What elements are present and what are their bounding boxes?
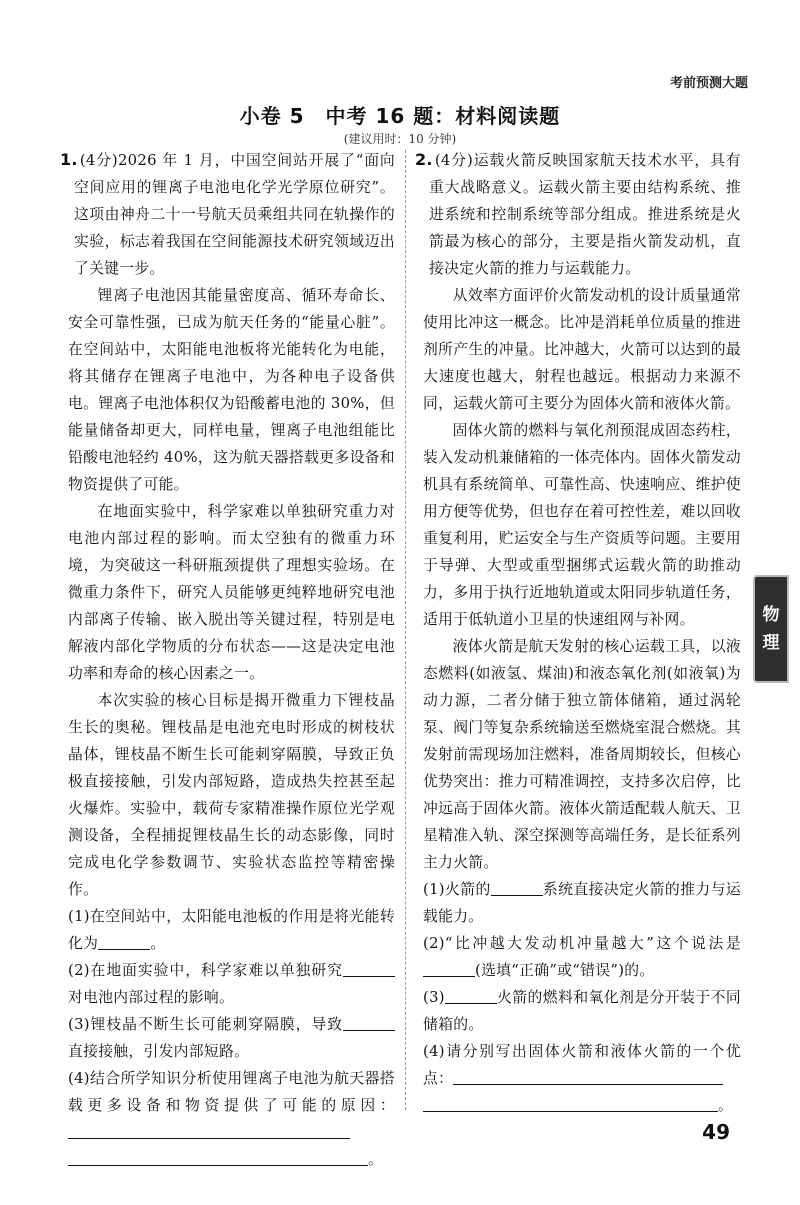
- suggested-time: (建议用时：10 分钟): [343, 132, 457, 146]
- q2-sub-1-end: 系统直接决定火箭的推力与运载能力。: [423, 881, 741, 925]
- q1-answer-blank-3[interactable]: [343, 1015, 395, 1031]
- subject-tab-char-1: 物: [762, 605, 780, 625]
- q1-sub-1-text: (1)在空间站中，太阳能电池板的作用是将光能转化为: [68, 908, 395, 952]
- q1-sub-4-text: (4)结合所学知识分析使用锂离子电池为航天器搭载更多设备和物资提供了可能的原因：: [68, 1070, 395, 1114]
- q2-sub-3-end: 火箭的燃料和氧化剂是分开装于不同储箱的。: [423, 989, 741, 1033]
- q2-sub-1: [423, 876, 741, 930]
- q1-sub-4-line2: [68, 1146, 395, 1173]
- q2-number: 2.: [415, 150, 433, 169]
- q2-sub-3: [423, 984, 741, 1038]
- question-2: [415, 146, 741, 1119]
- q1-answer-line-4b[interactable]: [68, 1150, 368, 1166]
- q1-sub-1-end: 。: [150, 935, 166, 952]
- q1-answer-blank-1[interactable]: [98, 934, 150, 950]
- q2-paragraph-2: 从效率方面评价火箭发动机的设计质量通常使用比冲这一概念。比冲是消耗单位质量的推进剂所产生的冲量。比冲越大，火箭可以达到的最大速度也越大，射程也越远。根据动力来源不同，运载火箭可主要分为固体火箭和液体火箭。: [423, 287, 741, 412]
- q1-sub-4: [68, 1065, 395, 1146]
- q1-paragraph-3: 在地面实验中，科学家难以单独研究重力对电池内部过程的影响。而太空独有的微重力环境，为突破这一科研瓶颈提供了理想实验场。在微重力条件下，研究人员能够更纯粹地研究电池内部离子传输、嵌入脱出等关键过程，特别是电解液内部化学物质的分布状态——这是决定电池功率和寿命的核心因素之一。: [68, 503, 395, 682]
- q2-sub-4-end: 。: [718, 1097, 734, 1114]
- q1-sub-2-end: 对电池内部过程的影响。: [68, 989, 235, 1006]
- q2-sub-1-text: (1)火箭的: [423, 881, 491, 898]
- subject-tab-char-2: 理: [762, 633, 780, 653]
- q1-number: 1.: [60, 150, 78, 169]
- q2-answer-line-4a[interactable]: [453, 1069, 723, 1085]
- subject-tab-physics: [753, 575, 789, 683]
- q1-sub-4-end: 。: [368, 1151, 384, 1168]
- q1-sub-2-text: (2)在地面实验中，科学家难以单独研究: [68, 962, 343, 979]
- q1-sub-3-end: 直接接触，引发内部短路。: [68, 1043, 250, 1060]
- section-tag: 考前预测大题: [669, 76, 748, 91]
- page-title: 小卷 5 中考 16 题：材料阅读题: [239, 104, 561, 128]
- q2-answer-blank-3[interactable]: [445, 988, 497, 1004]
- q2-answer-blank-2[interactable]: [423, 961, 475, 977]
- q1-sub-3: [68, 1011, 395, 1065]
- q2-paragraph-3: 固体火箭的燃料与氧化剂预混成固态药柱，装入发动机兼储箱的一体壳体内。固体火箭发动机具有系统简单、可靠性高、快速响应、维护使用方便等优势，但也存在着可控性差，难以回收重复利用，贮运安全与生产资质等问题。主要用于导弹、大型或重型捆绑式运载火箭的助推动力，多用于执行近地轨道或太阳同步轨道任务，适用于低轨道小卫星的快速组网与补网。: [423, 422, 741, 628]
- q2-paragraph-4: 液体火箭是航天发射的核心运载工具，以液态燃料(如液氢、煤油)和液态氧化剂(如液氧)为动力源，二者分储于独立箭体储箱，通过涡轮泵、阀门等复杂系统输送至燃烧室混合燃烧。其发射前需现场加注燃料，准备周期较长，但核心优势突出：推力可精准调控，支持多次启停，比冲远高于固体火箭。液体火箭适配载人航天、卫星精准入轨、深空探测等高端任务，是长征系列主力火箭。: [423, 638, 741, 871]
- q1-intro: [60, 146, 395, 282]
- page-number: 49: [702, 1120, 730, 1144]
- q2-sub-4-line2: [423, 1092, 741, 1119]
- q1-sub-1: [68, 903, 395, 957]
- q1-sub-3-text: (3)锂枝晶不断生长可能刺穿隔膜，导致: [68, 1016, 343, 1033]
- q2-sub-4: [423, 1038, 741, 1092]
- q1-paragraph-1: (4分)2026 年 1 月，中国空间站开展了“面向空间应用的锂离子电池电化学光学原位研究”。这项由神舟二十一号航天员乘组共同在轨操作的实验，标志着我国在空间能源技术研究领域迈出了关键一步。: [74, 152, 395, 277]
- q2-sub-2-text: (2)“比冲越大发动机冲量越大”这个说法是: [423, 935, 741, 952]
- q2-sub-3-text: (3): [423, 989, 445, 1006]
- q2-sub-2: [423, 930, 741, 984]
- q1-answer-line-4a[interactable]: [68, 1123, 350, 1139]
- q1-sub-2: [68, 957, 395, 1011]
- q2-answer-blank-1[interactable]: [491, 880, 543, 896]
- question-1: [60, 146, 395, 1173]
- q2-intro: [415, 146, 741, 282]
- column-divider: [405, 150, 406, 1110]
- q2-answer-line-4b[interactable]: [423, 1096, 718, 1112]
- q1-paragraph-2: 锂离子电池因其能量密度高、循环寿命长、安全可靠性强，已成为航天任务的“能量心脏”。在空间站中，太阳能电池板将光能转化为电能，将其储存在锂离子电池中，为各种电子设备供电。锂离子电池体积仅为铅酸蓄电池的 30%，但能量储备却更大，同样电量，锂离子电池组能比铅酸电池轻约 40%，这为航天器搭载更多设备和物资提供了可能。: [68, 287, 395, 493]
- q1-paragraph-4: 本次实验的核心目标是揭开微重力下锂枝晶生长的奥秘。锂枝晶是电池充电时形成的树枝状晶体，锂枝晶不断生长可能刺穿隔膜，导致正负极直接接触，引发内部短路，造成热失控甚至起火爆炸。实验中，载荷专家精准操作原位光学观测设备，全程捕捉锂枝晶生长的动态影像，同时完成电化学参数调节、实验状态监控等精密操作。: [68, 692, 395, 898]
- q1-answer-blank-2[interactable]: [343, 961, 395, 977]
- q2-sub-2-end: (选填“正确”或“错误”)的。: [475, 962, 655, 979]
- q2-sub-4-text: (4)请分别写出固体火箭和液体火箭的一个优点：: [423, 1043, 741, 1087]
- q2-paragraph-1: (4分)运载火箭反映国家航天技术水平，具有重大战略意义。运载火箭主要由结构系统、推进系统和控制系统等部分组成。推进系统是火箭最为核心的部分，主要是指火箭发动机，直接决定火箭的推力与运载能力。: [429, 152, 741, 277]
